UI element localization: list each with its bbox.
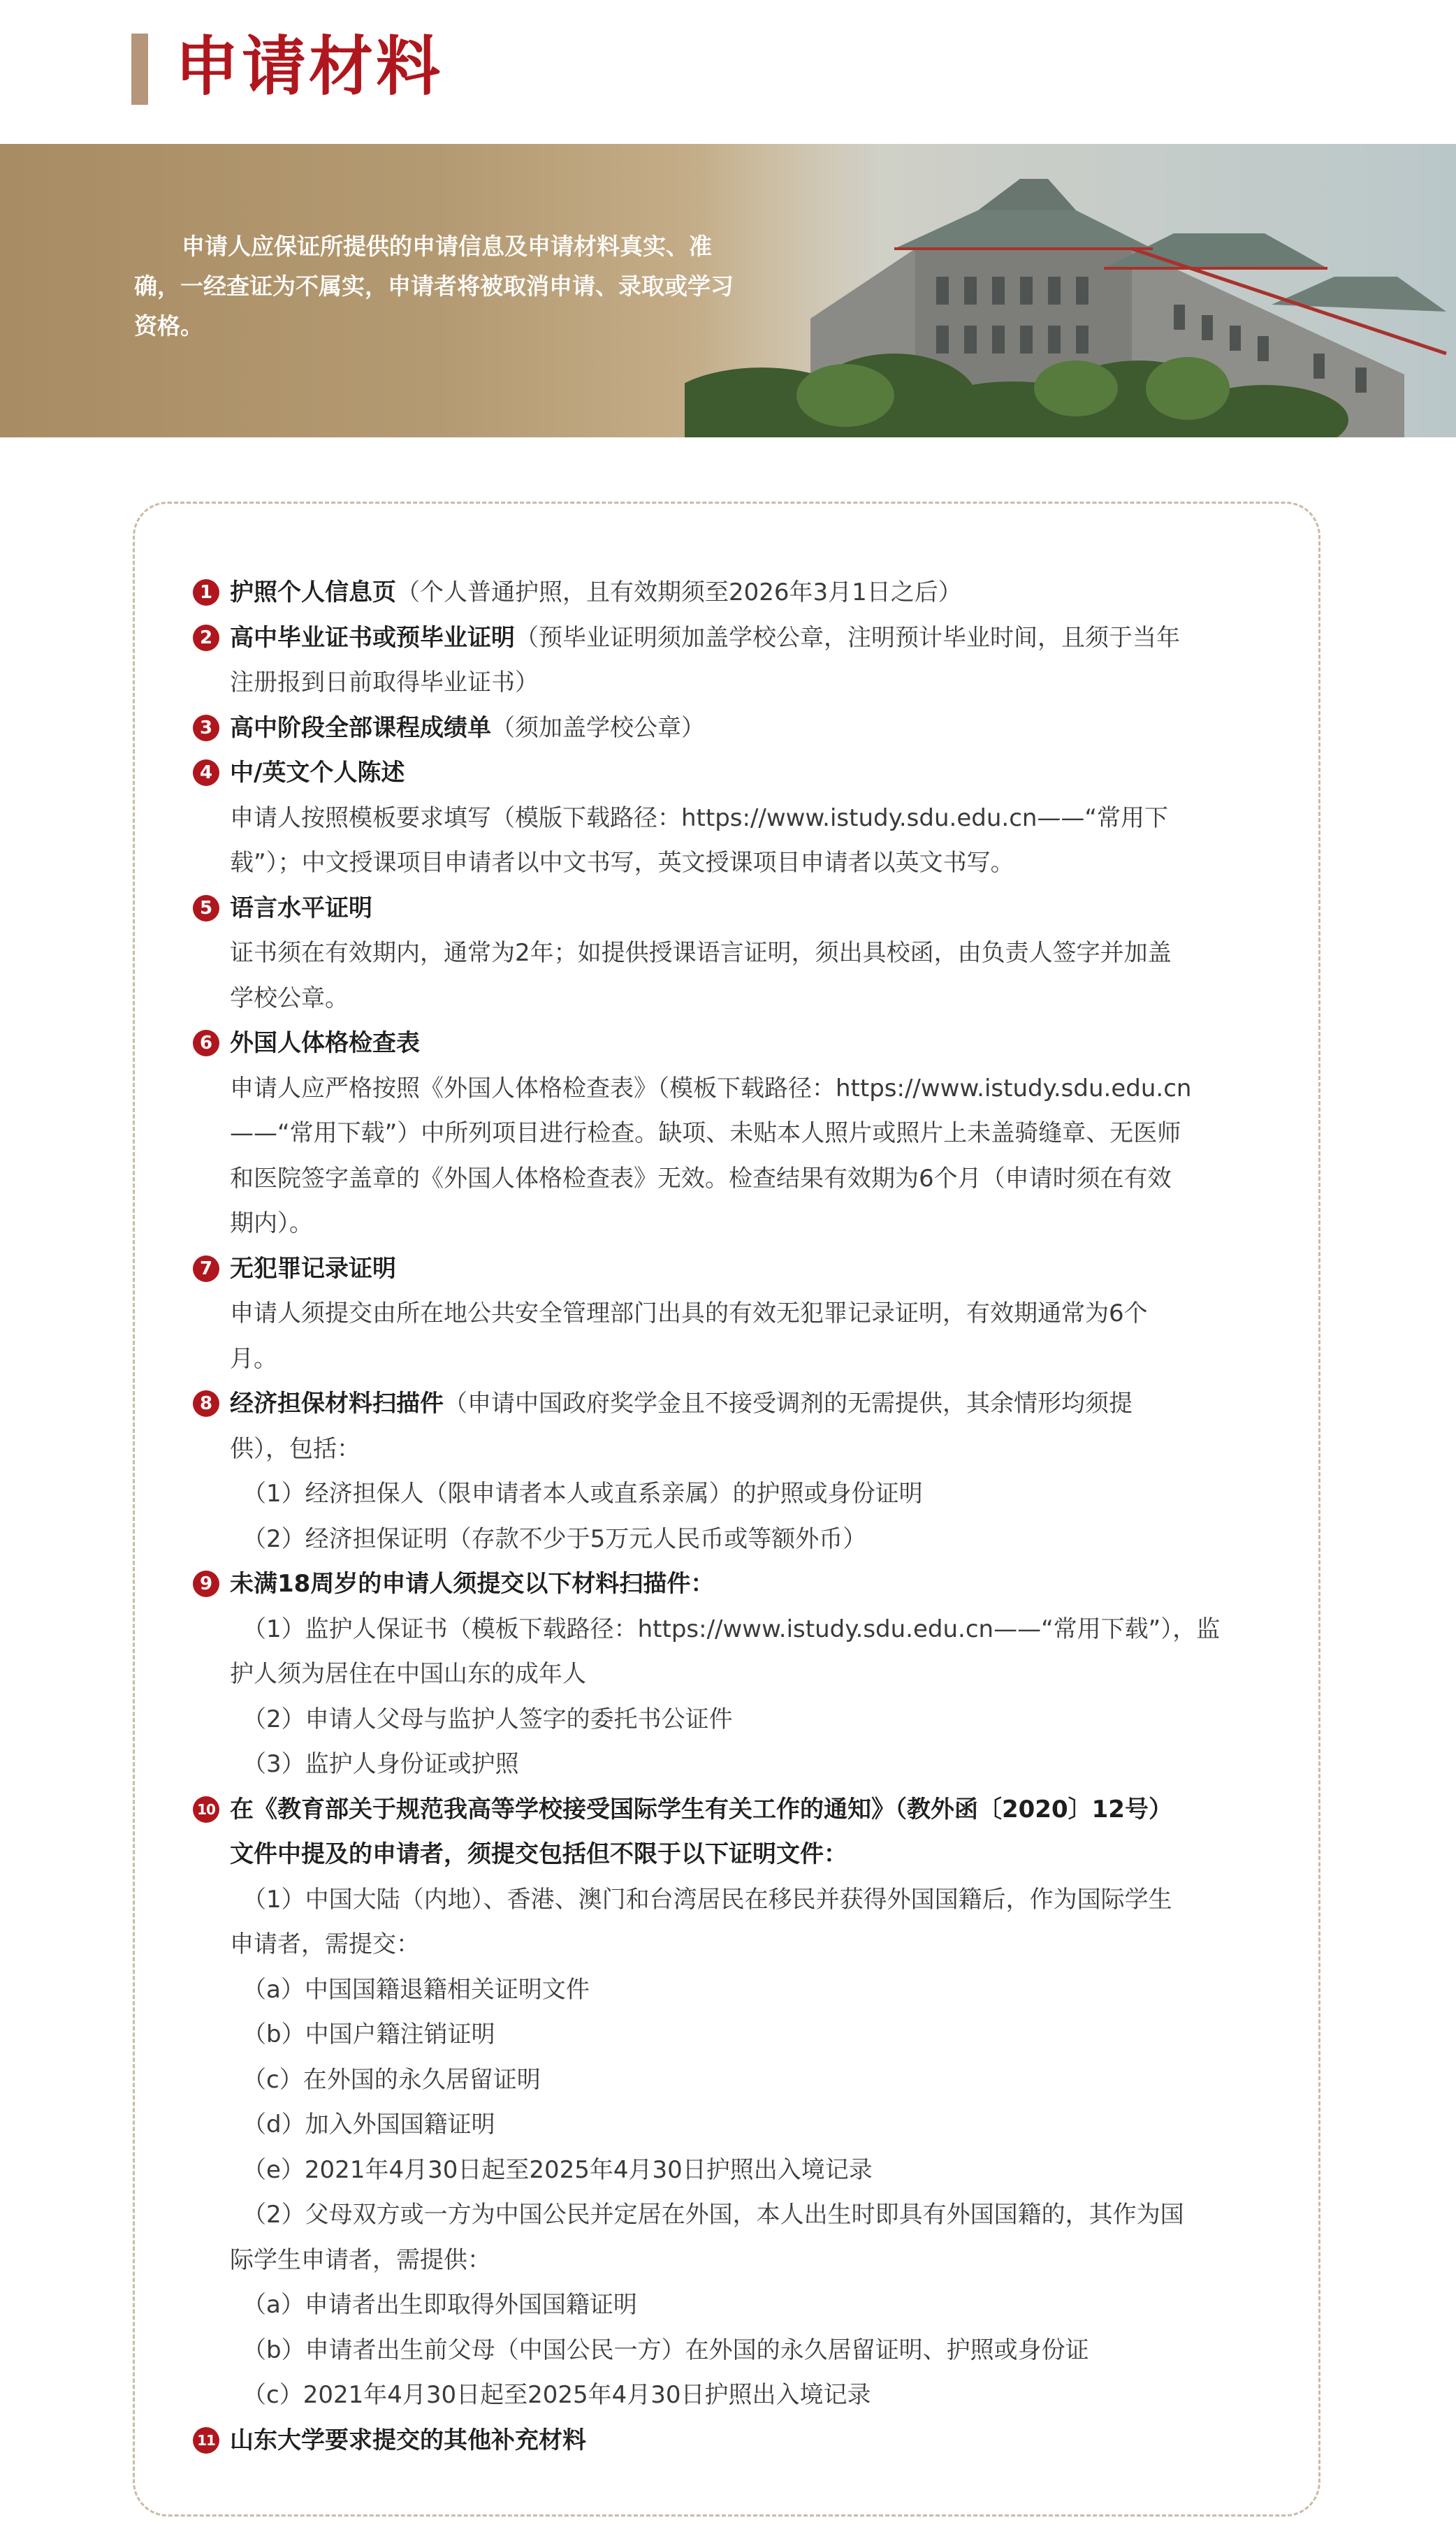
item-heading: 无犯罪记录证明: [230, 1254, 396, 1283]
item-text-line: [230, 706, 1269, 751]
item-text-line: [230, 2192, 1269, 2238]
item-text-line: [230, 1471, 1269, 1517]
item-text-line: [230, 1742, 1269, 1787]
item-text-line: [230, 2102, 1269, 2148]
item-detail: （3）监护人身份证或护照: [242, 1750, 519, 1778]
item-text-line: [230, 2282, 1269, 2328]
item-detail: （1）监护人保证书（模板下载路径：https://www.istudy.sdu.edu.cn——“常用下载”），监: [242, 1615, 1221, 1643]
item-number-badge: 10: [193, 1796, 219, 1823]
item-text-line: [230, 1967, 1269, 2013]
item-text-line: [230, 570, 1269, 616]
item-detail: （2）申请人父母与监护人签字的委托书公证件: [242, 1705, 733, 1733]
list-item: [193, 706, 1269, 751]
item-number-badge: 1: [193, 579, 219, 606]
item-text-line: [230, 1291, 1269, 1337]
list-item: [193, 750, 1269, 886]
campus-building-photo: [685, 144, 1456, 437]
item-detail: 期内）。: [230, 1209, 313, 1237]
item-text-line: [230, 2328, 1269, 2373]
item-number-badge: 3: [193, 715, 219, 741]
item-detail: 际学生申请者，需提供：: [230, 2245, 491, 2274]
item-detail: （1）经济担保人（限申请者本人或直系亲属）的护照或身份证明: [242, 1480, 923, 1508]
item-detail: （1）中国大陆（内地）、香港、澳门和台湾居民在移民并获得外国国籍后，作为国际学生: [242, 1885, 1172, 1914]
item-heading: 山东大学要求提交的其他补充材料: [230, 2426, 586, 2454]
item-detail: （个人普通护照，且有效期须至2026年3月1日之后）: [396, 578, 962, 606]
item-number-badge: 4: [193, 759, 219, 786]
list-item: [193, 1021, 1269, 1246]
item-detail: （b）申请者出生前父母（中国公民一方）在外国的永久居留证明、护照或身份证: [242, 2336, 1089, 2364]
item-heading: 高中阶段全部课程成绩单: [230, 713, 491, 742]
item-detail: 载”）；中文授课项目申请者以中文书写，英文授课项目申请者以英文书写。: [230, 849, 1014, 877]
item-number-badge: 7: [193, 1255, 219, 1282]
item-heading: 护照个人信息页: [230, 578, 396, 606]
item-text-line: [230, 1337, 1269, 1382]
item-heading: 中/英文个人陈述: [230, 759, 405, 787]
page-title: 申请材料: [175, 29, 444, 104]
item-detail: 和医院签字盖章的《外国人体格检查表》无效。检查结果有效期为6个月（申请时须在有效: [230, 1164, 1172, 1193]
item-text-line: [230, 1427, 1269, 1472]
page-header: [0, 0, 1456, 140]
item-text-line: [230, 2148, 1269, 2193]
list-item: [193, 570, 1269, 616]
item-text-line: [230, 660, 1269, 706]
item-text-line: [230, 1652, 1269, 1697]
item-heading: 经济担保材料扫描件: [230, 1390, 444, 1418]
item-text-line: [230, 1832, 1269, 1877]
list-item: [193, 886, 1269, 1021]
list-item: [193, 1381, 1269, 1561]
item-text-line: [230, 1517, 1269, 1562]
banner-notice: 申请人应保证所提供的申请信息及申请材料真实、准确，一经查证为不属实，申请者将被取消申请、录取或学习资格。: [134, 233, 734, 340]
item-detail: 申请人须提交由所在地公共安全管理部门出具的有效无犯罪记录证明，有效期通常为6个: [230, 1299, 1148, 1327]
item-text-line: [230, 1877, 1269, 1923]
item-detail: 学校公章。: [230, 984, 349, 1012]
item-text-line: [230, 2418, 1269, 2463]
item-text-line: [230, 2012, 1269, 2058]
item-text-line: [230, 2373, 1269, 2418]
item-text-line: [230, 886, 1269, 931]
item-text-line: [230, 1201, 1269, 1246]
item-text-line: [230, 1156, 1269, 1202]
list-item: [193, 2418, 1269, 2463]
item-heading: 未满18周岁的申请人须提交以下材料扫描件：: [230, 1570, 715, 1598]
item-heading: 在《教育部关于规范我高等学校接受国际学生有关工作的通知》（教外函〔2020〕12号）: [230, 1795, 1172, 1823]
item-text-line: [230, 1066, 1269, 1112]
title-accent-bar: [131, 34, 148, 105]
item-text-line: [230, 1246, 1269, 1292]
item-number-badge: 8: [193, 1390, 219, 1417]
item-detail: 申请者，需提交：: [230, 1930, 420, 1958]
item-detail: ——“常用下载”）中所列项目进行检查。缺项、未贴本人照片或照片上未盖骑缝章、无医师: [230, 1119, 1181, 1147]
item-detail: 注册报到日前取得毕业证书）: [230, 669, 539, 697]
item-text-line: [230, 931, 1269, 976]
item-detail: （c）在外国的永久居留证明: [242, 2065, 541, 2094]
item-number-badge: 2: [193, 625, 219, 651]
item-text-line: [230, 1111, 1269, 1156]
list-item: [193, 616, 1269, 706]
item-detail: （d）加入外国国籍证明: [242, 2111, 495, 2139]
list-item: [193, 1787, 1269, 2418]
item-detail: （a）申请者出生即取得外国国籍证明: [242, 2291, 637, 2319]
item-text-line: [230, 976, 1269, 1021]
item-detail: （申请中国政府奖学金且不接受调剂的无需提供，其余情形均须提: [444, 1390, 1133, 1418]
item-detail: （e）2021年4月30日起至2025年4月30日护照出入境记录: [242, 2155, 873, 2184]
item-text-line: [230, 1922, 1269, 1967]
banner: [0, 144, 1456, 437]
item-detail: （2）经济担保证明（存款不少于5万元人民币或等额外币）: [242, 1524, 867, 1553]
item-detail: （须加盖学校公章）: [491, 713, 705, 742]
item-text-line: [230, 750, 1269, 796]
item-number-badge: 11: [193, 2427, 219, 2454]
item-heading: 文件中提及的申请者，须提交包括但不限于以下证明文件：: [230, 1840, 847, 1868]
item-text-line: [230, 1787, 1269, 1833]
item-detail: 申请人应严格按照《外国人体格检查表》（模板下载路径：https://www.istudy.sdu.edu.cn: [230, 1074, 1192, 1102]
materials-list: [193, 570, 1269, 2463]
item-detail: （2）父母双方或一方为中国公民并定居在外国，本人出生时即具有外国国籍的，其作为国: [242, 2201, 1184, 2229]
item-heading: 外国人体格检查表: [230, 1029, 420, 1057]
item-text-line: [230, 1381, 1269, 1427]
item-detail: 月。: [230, 1344, 277, 1373]
item-heading: 语言水平证明: [230, 894, 372, 922]
item-heading: 高中毕业证书或预毕业证明: [230, 623, 515, 652]
item-detail: （预毕业证明须加盖学校公章，注明预计毕业时间，且须于当年: [515, 623, 1180, 652]
item-detail: 护人须为居住在中国山东的成年人: [230, 1660, 586, 1688]
item-text-line: [230, 1697, 1269, 1742]
item-text-line: [230, 1607, 1269, 1652]
item-detail: （b）中国户籍注销证明: [242, 2021, 495, 2048]
item-number-badge: 9: [193, 1571, 219, 1597]
item-text-line: [230, 1561, 1269, 1607]
item-detail: 申请人按照模板要求填写（模版下载路径：https://www.istudy.sdu.edu.cn——“常用下: [230, 803, 1169, 832]
item-text-line: [230, 2058, 1269, 2103]
item-detail: （a）中国国籍退籍相关证明文件: [242, 1975, 590, 2004]
item-detail: 证书须在有效期内，通常为2年；如提供授课语言证明，须出具校函，由负责人签字并加盖: [230, 939, 1172, 967]
item-detail: （c）2021年4月30日起至2025年4月30日护照出入境记录: [242, 2381, 871, 2409]
item-detail: 供），包括：: [230, 1434, 361, 1463]
item-text-line: [230, 2238, 1269, 2283]
list-item: [193, 1246, 1269, 1382]
item-text-line: [230, 616, 1269, 661]
item-text-line: [230, 796, 1269, 841]
item-number-badge: 6: [193, 1030, 219, 1056]
item-number-badge: 5: [193, 895, 219, 922]
item-text-line: [230, 840, 1269, 886]
list-item: [193, 1561, 1269, 1787]
item-text-line: [230, 1021, 1269, 1066]
